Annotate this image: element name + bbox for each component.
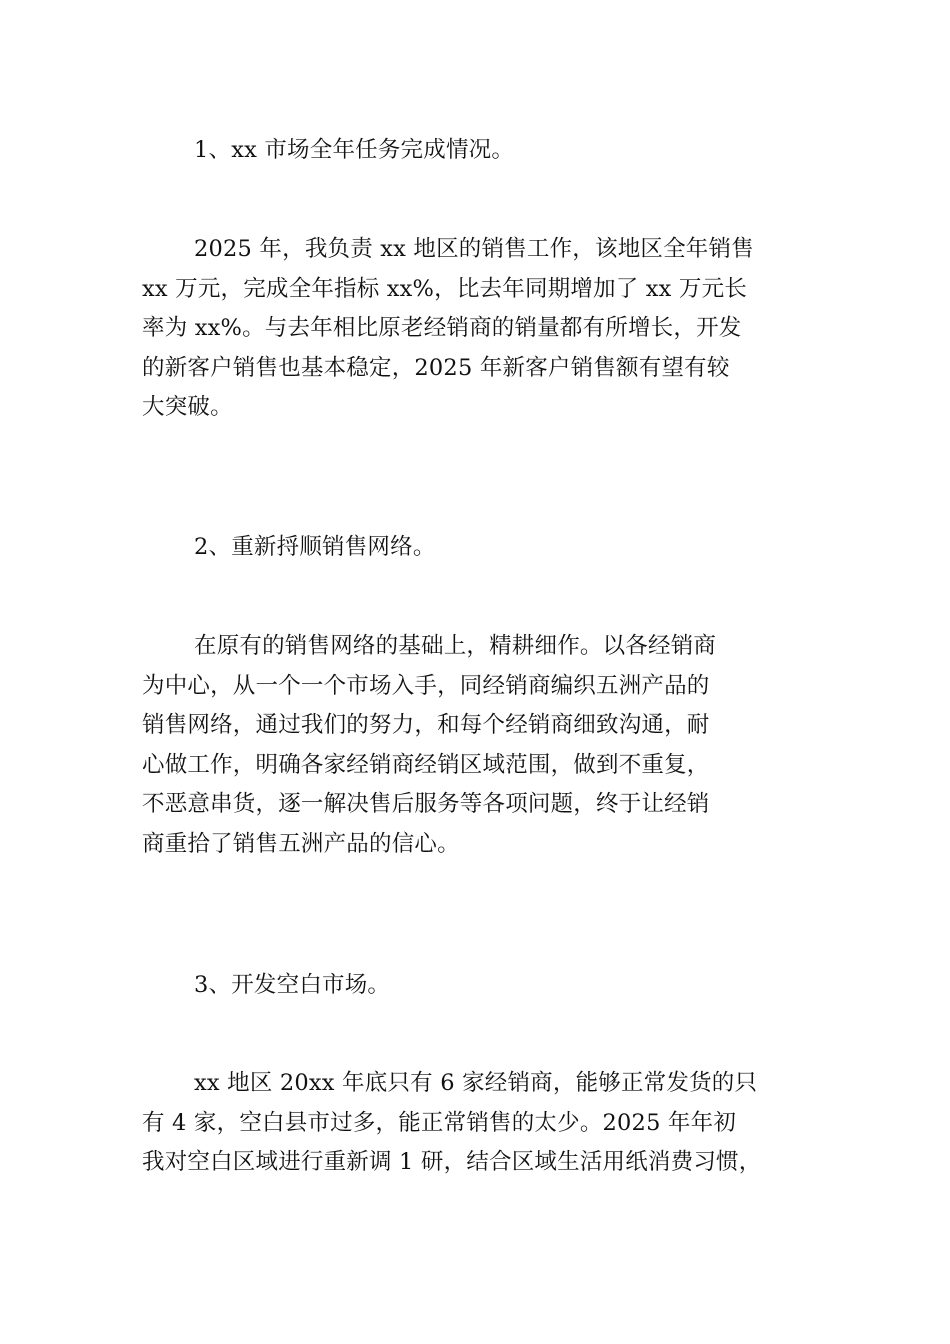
section-1-heading	[142, 131, 822, 171]
paragraph-line: 心做工作，明确各家经销商经销区域范围，做到不重复，	[142, 751, 710, 778]
paragraph-line: 有 4 家，空白县市过多，能正常销售的太少。2025 年年初	[142, 1109, 737, 1136]
paragraph-line: 销售网络，通过我们的努力，和每个经销商细致沟通，耐	[142, 712, 710, 739]
paragraph-line: xx 地区 20xx 年底只有 6 家经销商，能够正常发货的只	[194, 1070, 758, 1096]
paragraph-line: 我对空白区域进行重新调 1 研，结合区域生活用纸消费习惯，	[142, 1149, 762, 1176]
section-3-heading	[142, 966, 822, 1006]
heading-text: 1、xx 市场全年任务完成情况。	[194, 137, 515, 163]
paragraph-line: 大突破。	[142, 394, 233, 421]
paragraph-line: 率为 xx%。与去年相比原老经销商的销量都有所增长，开发	[142, 315, 742, 342]
paragraph-line: 在原有的销售网络的基础上，精耕细作。以各经销商	[194, 633, 717, 659]
paragraph-line: 不恶意串货，逐一解决售后服务等各项问题，终于让经销	[142, 791, 710, 818]
paragraph-line: 商重拾了销售五洲产品的信心。	[142, 830, 460, 857]
section-2-paragraph	[142, 627, 822, 865]
paragraph-line: 为中心，从一个一个市场入手，同经销商编织五洲产品的	[142, 672, 710, 699]
section-2-heading	[142, 528, 822, 568]
paragraph-line: xx 万元，完成全年指标 xx%，比去年同期增加了 xx 万元长	[142, 275, 748, 302]
section-1-paragraph	[142, 230, 822, 428]
section-3-paragraph	[142, 1064, 822, 1183]
heading-text: 2、重新捋顺销售网络。	[194, 534, 436, 560]
heading-text: 3、开发空白市场。	[194, 972, 391, 998]
paragraph-line: 2025 年，我负责 xx 地区的销售工作，该地区全年销售	[194, 236, 754, 262]
paragraph-line: 的新客户销售也基本稳定，2025 年新客户销售额有望有较	[142, 354, 730, 381]
